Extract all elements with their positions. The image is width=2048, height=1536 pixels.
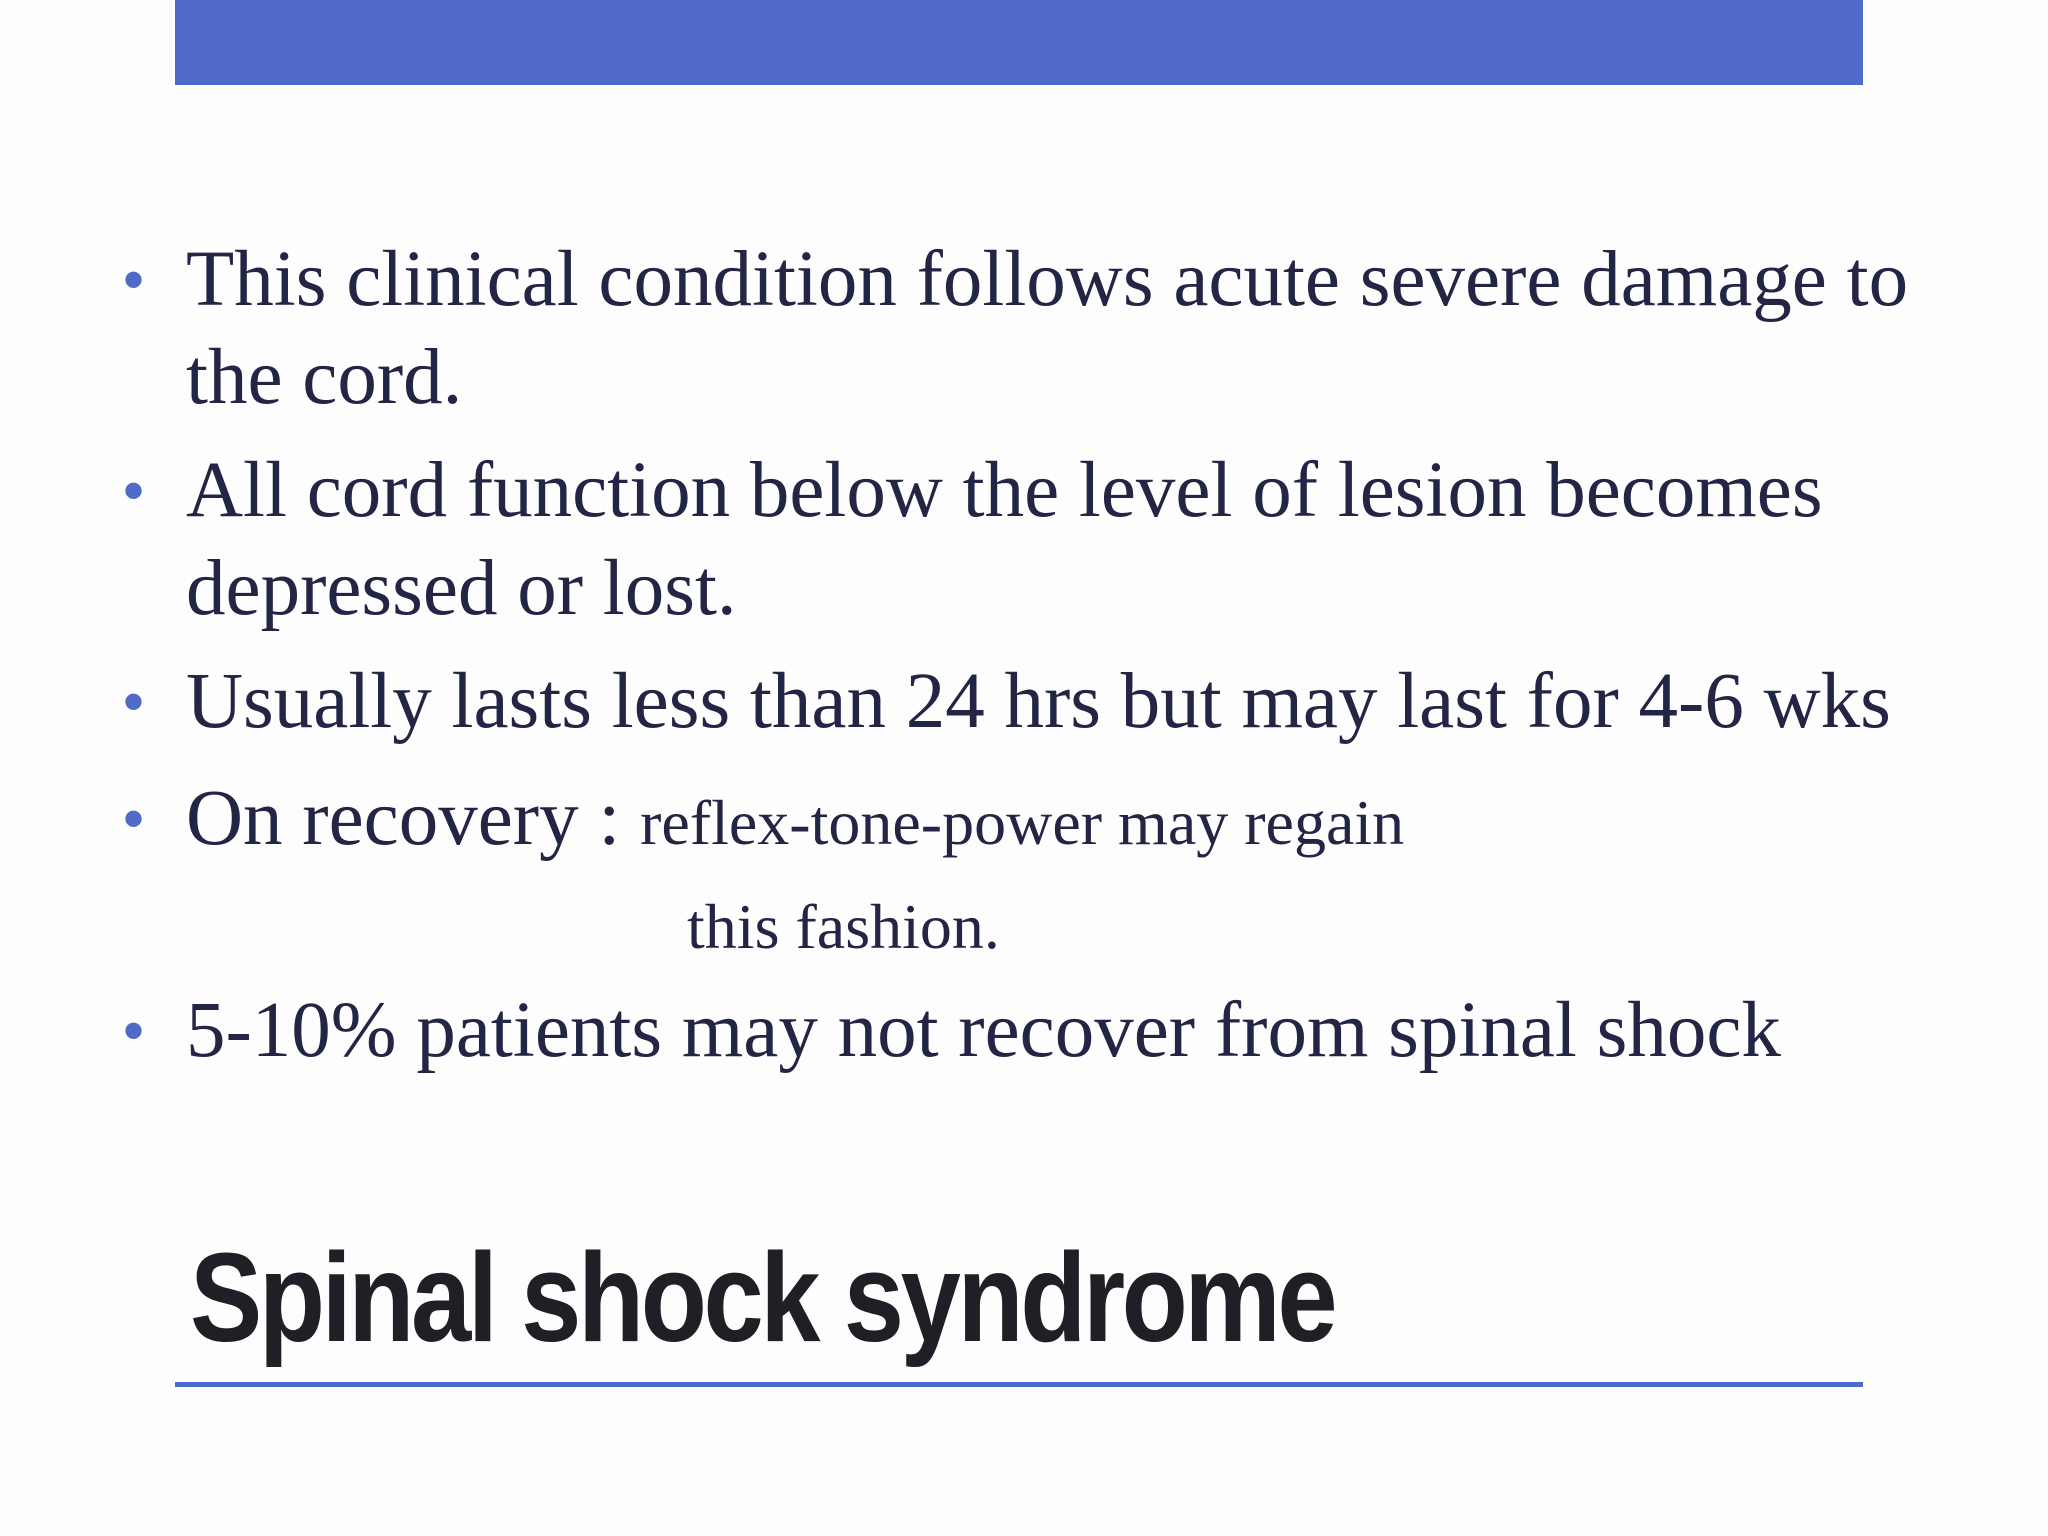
bullet-text-line: 5-10% patients may not recover from spinal shock (186, 987, 1781, 1074)
bullet-dot-icon: • (123, 997, 145, 1064)
slide-title: Spinal shock syndrome (190, 1227, 1335, 1368)
bullet-item (123, 442, 1823, 638)
bullet-text-line: Usually lasts less than 24 hrs but may last for 4-6 wks (186, 658, 1891, 745)
title-underline (175, 1382, 1863, 1387)
recovery-lead: On recovery : (186, 775, 641, 862)
bullet-text-line: This clinical condition follows acute severe damage to (186, 236, 1909, 323)
bullet-item (123, 231, 1909, 427)
recovery-continuation: this fashion. (687, 891, 1000, 962)
bullet-dot-icon: • (123, 246, 145, 313)
bullet-item (123, 982, 1781, 1080)
bullet-text-line: depressed or lost. (186, 545, 737, 632)
bullet-text-line: All cord function below the level of lesion becomes (186, 447, 1823, 534)
bullet-text-line: the cord. (186, 334, 463, 421)
bullet-item (123, 770, 1405, 976)
bullet-item (123, 653, 1891, 751)
bullet-dot-icon: • (123, 785, 145, 852)
bullet-text-line (186, 770, 1404, 872)
bullet-dot-icon: • (123, 668, 145, 735)
recovery-detail: reflex-tone-power may regain (640, 787, 1405, 858)
bullet-dot-icon: • (123, 457, 145, 524)
